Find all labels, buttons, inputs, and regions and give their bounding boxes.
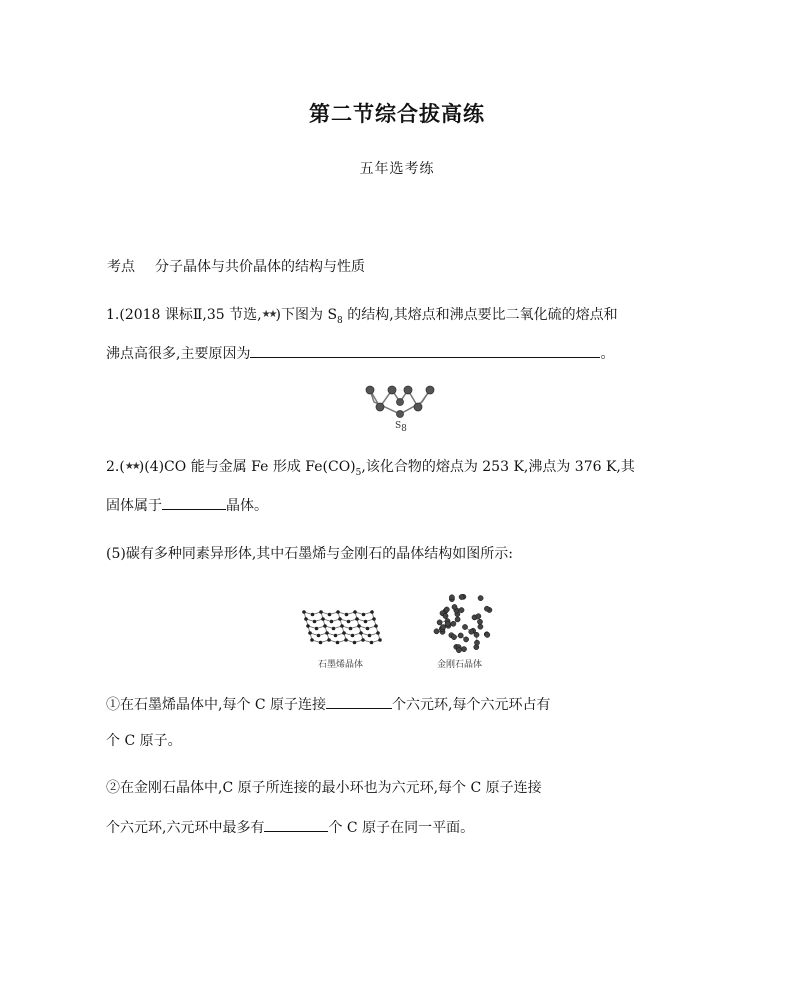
answer-blank[interactable]: [326, 693, 392, 709]
sub2-line1: ②在金刚石晶体中,C 原子所连接的最小环也为六元环,每个 C 原子连接: [106, 780, 542, 796]
q2-line2: 固体属于 晶体。: [106, 494, 268, 516]
topic-heading: [107, 256, 365, 276]
star-difficulty-icon: ★★: [124, 461, 139, 472]
topic-text: 分子晶体与共价晶体的结构与性质: [155, 259, 365, 275]
topic-label: 考点: [107, 259, 135, 275]
star-difficulty-icon: ★★: [261, 309, 276, 320]
diamond-caption: 金刚石晶体: [437, 660, 483, 670]
q2-5-text: (5)碳有多种同素异形体,其中石墨烯与金刚石的晶体结构如图所示:: [106, 546, 513, 562]
q1-line2: 沸点高很多,主要原因为 。: [106, 342, 614, 364]
answer-blank[interactable]: [264, 816, 328, 832]
answer-blank[interactable]: [162, 494, 226, 510]
q1-line1: 1.(2018 课标Ⅱ,35 节选,★★)下图为 $S_8$ 的结构,其熔点和沸点要比二氧化硫的熔点和: [106, 307, 618, 326]
diamond-structure-figure: [428, 587, 496, 655]
page-title: 第二节综合拔高练: [309, 101, 485, 126]
sub1-line2: 个 C 原子。: [106, 733, 182, 749]
graphene-structure-figure: [298, 608, 384, 648]
s8-caption: $S_8$: [395, 421, 407, 434]
q2-line1: 2.(★★)(4)CO 能与金属 Fe 形成 $Fe(CO)_5$,该化合物的熔点为 253 K,沸点为 376 K,其: [106, 459, 635, 478]
sub2-line2: 个六元环,六元环中最多有 个 C 原子在同一平面。: [106, 816, 474, 838]
answer-blank[interactable]: [250, 342, 600, 358]
sub1-line1: ①在石墨烯晶体中,每个 C 原子连接 个六元环,每个六元环占有: [106, 693, 551, 715]
graphene-caption: 石墨烯晶体: [318, 660, 364, 670]
section-subtitle: 五年选考练: [359, 161, 435, 177]
